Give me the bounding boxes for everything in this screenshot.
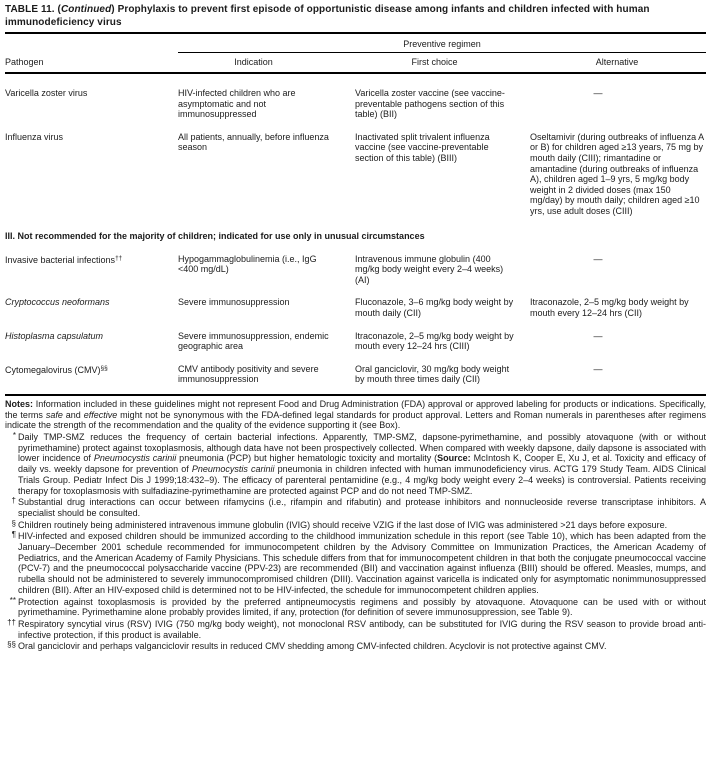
notes-paragraph: Notes: Information included in these guidelines might not represent Food and Drug Administration (FDA) approval or approved labeling for products or indications. Specifically, the terms safe and effective might not be synonymous with the FDA-defined legal standards for product approval. Letters and Roman numerals in parentheses after regimens indicate the strength of the recommendation and the quality of the evidence supporting it (see Box). bbox=[5, 398, 706, 431]
footnote-text: HIV-infected and exposed children should be immunized according to the childhood immunization schedule in this report (see Table 10), which has been adapted from the January–December 2001 schedule recommended for immunocompetent children by the Advisory Committee on Immunization Practices, the American Academy of Pediatrics, and the American Academy of Family Physicians. This schedule differs from that for immunocompetent children in that both the conjugate pneumococcal vaccine (PCV-7) and the pneumococcal polysaccharide vaccine (PPV-23) are recommended (BII) and vaccination against influenza (BIII) should be offered. Measles, mumps, and rubella should not be administered to severely immunocompromised children (DIII). Vaccination against varicella is indicated only for asymptomatic nonimmunosuppressed children (BII). After an HIV-exposed child is determined not to be HIV-infected, the schedule for immunocompetent children applies. bbox=[18, 531, 706, 595]
column-group-header-preventive-regimen: Preventive regimen bbox=[178, 39, 706, 53]
page-title: TABLE 11. (Continued) Prophylaxis to prevent first episode of opportunistic disease among infants and children infected with human immunodeficiency virus bbox=[5, 4, 706, 34]
alternative-cell: Oseltamivir (during outbreaks of influenza A or B) for children aged ≥13 years, 75 mg by mouth daily (CIII); rimantadine or amantadine (during outbreaks of influenza A), children aged 1–9 yrs, 5 mg/kg body weight in 2 divided doses (max 150 mg/day) by mouth daily; children aged ≥10 yrs, use adult doses (CIII) bbox=[530, 131, 704, 216]
alternative-cell: — bbox=[593, 88, 603, 98]
footnote-text: Substantial drug interactions can occur between rifamycins (i.e., rifampin and rifabutin) and protease inhibitors and nonnucleoside reverse transcriptase inhibitors. A specialist should be consulted. bbox=[18, 497, 706, 518]
column-header-first-choice: First choice bbox=[411, 57, 458, 67]
indication-cell: HIV-infected children who are asymptomatic and not immunosuppressed bbox=[178, 88, 296, 120]
table-row bbox=[5, 88, 706, 120]
table-row bbox=[5, 297, 706, 318]
footnote-text: Respiratory syncytial virus (RSV) IVIG (750 mg/kg body weight), not monoclonal RSV antibody, can be substituted for IVIG during the RSV season to provide broad anti-infective protection, if this product is available. bbox=[18, 618, 706, 640]
indication-cell: Severe immunosuppression, endemic geographic area bbox=[178, 330, 329, 352]
pathogen-cell: Invasive bacterial infections†† bbox=[5, 254, 123, 265]
first-choice-cell: Inactivated split trivalent influenza vaccine (see vaccine-preventable section of this table) (BIII) bbox=[355, 131, 490, 163]
indication-cell: All patients, annually, before influenza season bbox=[178, 131, 329, 153]
alternative-cell: — bbox=[593, 363, 603, 374]
footnote-asterisk bbox=[5, 432, 706, 496]
footnote-text: Children routinely being administered intravenous immune globulin (IVIG) should receive VZIG if the last dose of IVIG was administered >21 days before exposure. bbox=[18, 519, 668, 530]
footnote-section bbox=[5, 520, 706, 531]
pathogen-cell: Cryptococcus neoformans bbox=[5, 297, 110, 308]
first-choice-cell: Itraconazole, 2–5 mg/kg body weight by mouth every 12–24 hrs (CIII) bbox=[355, 330, 514, 352]
first-choice-cell: Varicella zoster vaccine (see vaccine-preventable pathogens section of this table) (BII) bbox=[355, 88, 505, 120]
alternative-cell: — bbox=[593, 330, 603, 341]
footnote-marker: ** bbox=[9, 595, 16, 605]
footnote-marker: §§ bbox=[7, 640, 16, 650]
footnote-double-dagger bbox=[5, 619, 706, 640]
footnote-marker: § bbox=[11, 518, 16, 528]
footnote-marker: † bbox=[11, 496, 16, 506]
section-heading: III. Not recommended for the majority of children; indicated for use only in unusual circumstances bbox=[5, 230, 425, 241]
first-choice-cell: Intravenous immune globulin (400 mg/kg body weight every 2–4 weeks) (AI) bbox=[355, 253, 504, 285]
alternative-cell: Itraconazole, 2–5 mg/kg body weight by mouth every 12–24 hrs (CII) bbox=[530, 297, 689, 318]
table-header bbox=[5, 34, 706, 74]
pathogen-cell: Varicella zoster virus bbox=[5, 88, 88, 98]
footnote-text: Protection against toxoplasmosis is provided by the preferred antipneumocystis regimens and possibly by atovaquone. Atovaquone can be used with or without pyrimethamine. Pyrimethamine alone probably provides limited, if any, protection (for definition of severe immunosuppression, see Table 9). bbox=[18, 596, 706, 618]
footnote-pilcrow bbox=[5, 531, 706, 595]
alternative-cell: — bbox=[593, 253, 603, 264]
table-row bbox=[5, 331, 706, 352]
first-choice-cell: Fluconazole, 3–6 mg/kg body weight by mouth daily (CII) bbox=[355, 297, 514, 318]
table-row bbox=[5, 132, 706, 217]
footnote-marker: * bbox=[12, 430, 16, 440]
table-row bbox=[5, 364, 706, 385]
pathogen-cell: Cytomegalovirus (CMV)§§ bbox=[5, 364, 108, 375]
indication-cell: Severe immunosuppression bbox=[178, 297, 290, 308]
table-row bbox=[5, 254, 706, 286]
pathogen-cell: Influenza virus bbox=[5, 131, 64, 142]
pathogen-cell: Histoplasma capsulatum bbox=[5, 330, 104, 341]
first-choice-cell: Oral ganciclovir, 30 mg/kg body weight by mouth three times daily (CII) bbox=[355, 363, 510, 385]
footnote-marker: †† bbox=[7, 617, 16, 627]
footnote-double-section bbox=[5, 641, 706, 652]
notes-and-footnotes bbox=[5, 394, 706, 652]
column-header-alternative: Alternative bbox=[595, 57, 639, 67]
header-spacer bbox=[5, 34, 178, 53]
column-header-indication: Indication bbox=[234, 57, 273, 67]
indication-cell: CMV antibody positivity and severe immunosuppression bbox=[178, 363, 319, 385]
footnote-double-asterisk bbox=[5, 597, 706, 618]
footnote-marker: ¶ bbox=[11, 530, 16, 540]
footnote-text: Daily TMP-SMZ reduces the frequency of certain bacterial infections. Apparently, TMP-SMZ, dapsone-pyrimethamine, and possibly atovaquone (with or without pyrimethamine) protect against toxoplasmosis, although data have not been prospectively collected. When compared with weekly dapsone, daily dapsone is associated with lower incidence of Pneumocystis carinii pneumonia (PCP) but higher hematologic toxicity and mortality (Source: McIntosh K, Cooper E, Xu J, et al. Toxicity and efficacy of daily vs. weekly dapsone for prevention of Pneumocystis carinii pneumonia in children infected with human immunodeficiency virus. ACTG 179 Study Team. AIDS Clinical Trials Group. Pediatr Infect Dis J 1999;18:432–9). The efficacy of parenteral pentamidine (e.g., 4 mg/kg body weight every 2–4 weeks) is controversial. Patients receiving therapy for toxoplasmosis with sulfadiazine-pyrimethamine are protected against PCP and do not need TMP-SMZ. bbox=[18, 431, 707, 496]
footnote-dagger bbox=[5, 497, 706, 518]
footnote-text: Oral ganciclovir and perhaps valganciclovir results in reduced CMV shedding among CMV-infected children. Acyclovir is not protective against CMV. bbox=[18, 641, 607, 652]
column-header-pathogen: Pathogen bbox=[5, 57, 44, 67]
indication-cell: Hypogammaglobulinemia (i.e., IgG <400 mg/dL) bbox=[178, 253, 317, 275]
